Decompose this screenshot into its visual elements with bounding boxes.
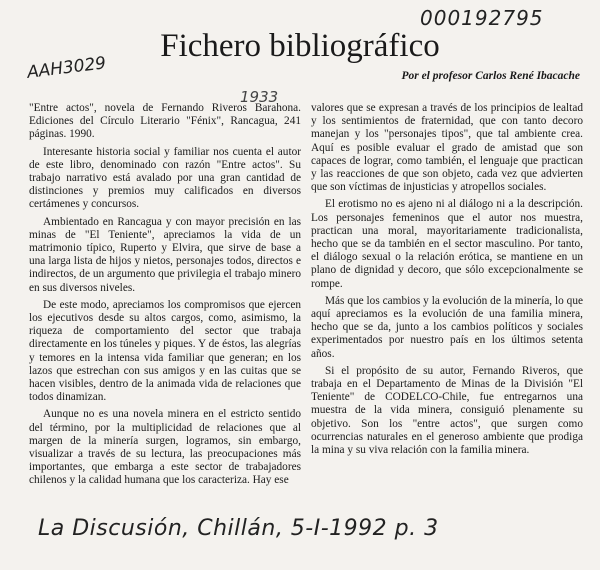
left-paragraph: Aunque no es una novela minera en el estricto sentido del término, por la multiplicidad de relaciones que al margen de la minería surgen, logramos, sin embargo, visualizar a través de su lectura, las preocupaciones más importantes, que embarga a este sector de trabajadores chilenos y la calidad humana que los caracteriza. Hay ese xyxy=(29,408,301,487)
left-paragraph: Interesante historia social y familiar nos cuenta el autor de este libro, denominado con razón "Entre actos". Su trabajo narrativo está avalado por una gran cantidad de distinciones y premios muy calificados en diversos certámenes y concursos. xyxy=(29,145,301,211)
left-paragraph: De este modo, apreciamos los compromisos que ejercen los ejecutivos desde su altos cargos, como, asimismo, la riqueza de comportamiento del sector que trabaja directamente en los túneles y piques. Y de éstos, las alegrías y temores en la intensa vida familiar que generan; en los lazos que estrechan con sus amigos y en las cuitas que se hacen visibles, dentro de la animada vida de relaciones que todos dinamizan. xyxy=(29,298,301,404)
article-title: Fichero bibliográfico xyxy=(160,28,440,64)
right-paragraph: Más que los cambios y la evolución de la minería, lo que aquí apreciamos es la evolución de una familia minera, hecho que se da, junto a los cambios políticos y sociales experimentados por nuestro país en los últimos setenta años. xyxy=(311,294,583,360)
right-paragraph: Si el propósito de su autor, Fernando Riveros, que trabaja en el Departamento de Minas de la División "El Teniente" de CODELCO-Chile, fue entregarnos una muestra de la vida minera, consiguió plenamente su objetivo. Son los "entre actos", que surgen como ocurrencias naturales en el generoso ambiente que prodiga la mina y su viva relación con la familia minera. xyxy=(311,364,583,457)
handwritten-year-note: 1933 xyxy=(240,88,279,106)
right-paragraph: valores que se expresan a través de los principios de lealtad y los sentimientos de fraternidad, que con tanto decoro manejan y los "personajes tipos", que tal ambiente crea. Aquí es posible evaluar el grado de amistad que son capaces de lograr, como también, el lenguaje que practican y las reacciones de que son objeto, cada vez que advierten que son víctimas de injusticias y atropellos sociales. xyxy=(311,102,583,194)
article-right-column xyxy=(311,102,583,461)
left-paragraph: "Entre actos", novela de Fernando Riveros Barahona. Ediciones del Círculo Literario "Fénix", Rancagua, 241 páginas. 1990. xyxy=(29,102,301,141)
article-byline: Por el profesor Carlos René Ibacache xyxy=(401,70,580,82)
handwritten-catalog-code: AAH3029 xyxy=(26,53,108,83)
left-paragraph: Ambientado en Rancagua y con mayor precisión en las minas de "El Teniente", apreciamos la vida de un matrimonio típico, Ruperto y Elvira, que sirve de base a una larga lista de hijos y nietos, personajes todos, directos e indirectos, de un argumento que privilegia el trabajo minero en sus diversos niveles. xyxy=(29,215,301,294)
article-left-column xyxy=(29,102,301,492)
handwritten-catalog-id: 000192795 xyxy=(420,6,544,30)
handwritten-source-note: La Discusión, Chillán, 5-I-1992 p. 3 xyxy=(38,516,439,541)
right-paragraph: El erotismo no es ajeno ni al diálogo ni a la descripción. Los personajes femeninos que el autor nos muestra, practican una moral, mayoritariamente tradicionalista, hecho que se da también en el sector masculino. Por tanto, el diálogo sexual o la relación erótica, se mantiene en un plano de dignidad y decoro, que sólo excepcionalmente se rompe. xyxy=(311,198,583,290)
